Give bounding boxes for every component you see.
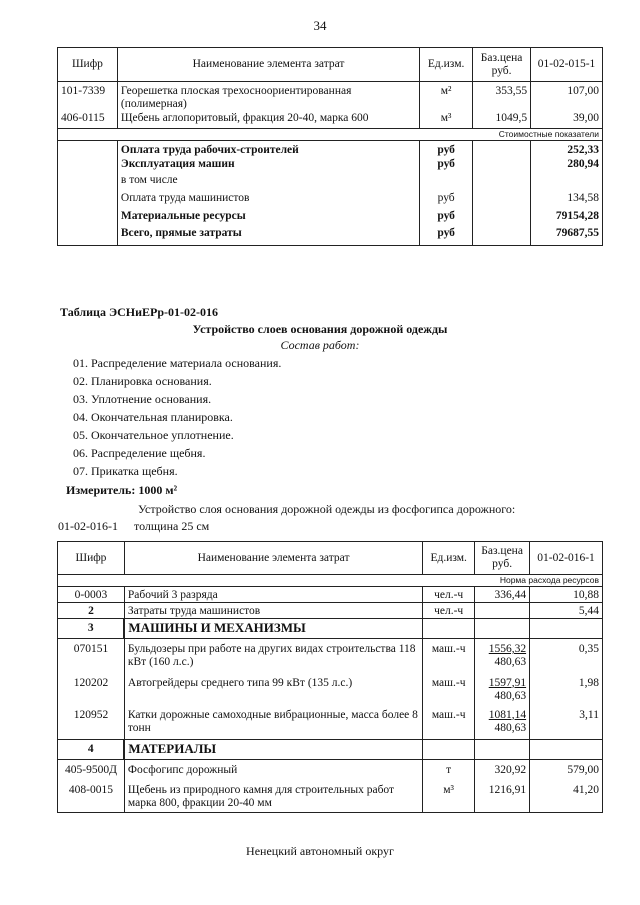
col-unit-header: Ед.изм. bbox=[420, 48, 473, 82]
group-code: 3 bbox=[58, 619, 125, 639]
row-code: 120952 bbox=[58, 705, 125, 740]
group-title: МАТЕРИАЛЫ bbox=[124, 740, 422, 760]
row-value: 41,20 bbox=[530, 780, 603, 813]
footer-region: Ненецкий автономный округ bbox=[246, 844, 394, 858]
row-price: 336,44 bbox=[475, 587, 530, 603]
table-row bbox=[58, 760, 603, 780]
cost-indicators-label: Стоимостные показатели bbox=[58, 129, 603, 141]
page-number: 34 bbox=[313, 18, 327, 33]
row-code: 101-7339 bbox=[58, 82, 118, 112]
cost-unit: руб bbox=[420, 158, 473, 174]
row-value: 10,88 bbox=[530, 587, 603, 603]
row-unit: маш.-ч bbox=[423, 673, 475, 705]
row-price-machinist: 480,63 bbox=[494, 656, 527, 668]
list-item: 04. Окончательная планировка. bbox=[73, 410, 233, 424]
list-item: 07. Прикатка щебня. bbox=[73, 464, 178, 478]
row-price: 320,92 bbox=[475, 760, 530, 780]
item-description: Устройство слоя основания дорожной одежды из фосфогипса дорожного: bbox=[138, 502, 516, 516]
row-price: 1556,32 bbox=[488, 643, 527, 655]
cost-unit: руб bbox=[420, 210, 473, 227]
col-price-header: Баз.цена руб. bbox=[473, 48, 531, 82]
row-code: 406-0115 bbox=[58, 112, 118, 129]
table-row bbox=[58, 112, 603, 129]
row-unit: чел.-ч bbox=[423, 587, 475, 603]
item-code: 01-02-016-1 bbox=[58, 519, 118, 533]
cost-unit: руб bbox=[420, 227, 473, 246]
row-unit: чел.-ч bbox=[423, 603, 475, 619]
table-row bbox=[58, 192, 603, 210]
cost-unit: руб bbox=[420, 141, 473, 158]
col-price-header: Баз.цена руб. bbox=[475, 542, 530, 575]
row-value: 0,35 bbox=[530, 639, 603, 673]
list-item: 02. Планировка основания. bbox=[73, 374, 212, 388]
table-row bbox=[58, 158, 603, 174]
row-price: 1049,5 bbox=[473, 112, 531, 129]
row-name: Катки дорожные самоходные вибрационные, масса более 8 тонн bbox=[124, 705, 422, 740]
row-price: 1597,91 bbox=[488, 676, 527, 689]
cost-name: Оплата труда рабочих-строителей bbox=[117, 141, 419, 158]
measure-unit: Измеритель: 1000 м² bbox=[66, 483, 178, 497]
row-name: Автогрейдеры среднего типа 99 кВт (135 л.с.) bbox=[124, 673, 422, 705]
group-row bbox=[58, 740, 603, 760]
row-unit: т bbox=[423, 760, 475, 780]
cost-name: в том числе bbox=[117, 174, 419, 192]
table-row bbox=[58, 141, 603, 158]
row-unit: м² bbox=[420, 82, 473, 112]
list-item: 03. Уплотнение основания. bbox=[73, 392, 212, 406]
resource-table-01-02-016-1 bbox=[57, 541, 603, 813]
col-name-header: Наименование элемента затрат bbox=[117, 48, 419, 82]
row-name: Рабочий 3 разряда bbox=[124, 587, 422, 603]
cost-table-01-02-015-1 bbox=[57, 47, 603, 246]
cost-unit: руб bbox=[420, 192, 473, 210]
row-price: 1216,91 bbox=[475, 780, 530, 813]
row-price: 353,55 bbox=[473, 82, 531, 112]
table-row bbox=[58, 639, 603, 673]
group-title: МАШИНЫ И МЕХАНИЗМЫ bbox=[124, 619, 422, 639]
table-row bbox=[58, 780, 603, 813]
row-unit: м³ bbox=[423, 780, 475, 813]
row-code: 2 bbox=[58, 603, 125, 619]
table-row bbox=[58, 227, 603, 246]
table-row bbox=[58, 705, 603, 740]
col-code-header: Шифр bbox=[58, 48, 118, 82]
row-price-machinist: 480,63 bbox=[494, 721, 527, 734]
row-name: Щебень аглопоритовый, фракция 20-40, марка 600 bbox=[117, 112, 419, 129]
table-row bbox=[58, 82, 603, 112]
col-code-header: Шифр bbox=[58, 542, 125, 575]
group-row bbox=[58, 619, 603, 639]
row-value: 3,11 bbox=[530, 705, 603, 740]
row-name: Фосфогипс дорожный bbox=[124, 760, 422, 780]
row-name: Георешетка плоская трехосноориентированная (полимерная) bbox=[117, 82, 419, 112]
table-title: Таблица ЭСНиЕРр-01-02-016 bbox=[60, 305, 219, 319]
table-row bbox=[58, 210, 603, 227]
cost-value: 252,33 bbox=[531, 141, 603, 158]
col-unit-header: Ед.изм. bbox=[423, 542, 475, 575]
cost-value: 134,58 bbox=[531, 192, 603, 210]
group-code: 4 bbox=[58, 740, 125, 760]
table-row bbox=[58, 587, 603, 603]
row-name: Щебень из природного камня для строительных работ марка 800, фракции 20-40 мм bbox=[124, 780, 422, 813]
row-value: 1,98 bbox=[530, 673, 603, 705]
table-row bbox=[58, 174, 603, 192]
row-code: 405-9500Д bbox=[58, 760, 125, 780]
col-norm-header: 01-02-016-1 bbox=[530, 542, 603, 575]
cost-name: Всего, прямые затраты bbox=[117, 227, 419, 246]
row-code: 120202 bbox=[58, 673, 125, 705]
row-unit: маш.-ч bbox=[423, 705, 475, 740]
row-code: 408-0015 bbox=[58, 780, 125, 813]
row-unit: маш.-ч bbox=[423, 639, 475, 673]
list-item: 01. Распределение материала основания. bbox=[73, 356, 282, 370]
row-code: 0-0003 bbox=[58, 587, 125, 603]
col-name-header: Наименование элемента затрат bbox=[124, 542, 422, 575]
cost-name: Материальные ресурсы bbox=[117, 210, 419, 227]
row-value: 579,00 bbox=[530, 760, 603, 780]
list-item: 06. Распределение щебня. bbox=[73, 446, 206, 460]
table-row bbox=[58, 673, 603, 705]
norm-label: Норма расхода ресурсов bbox=[58, 575, 603, 587]
row-value: 5,44 bbox=[530, 603, 603, 619]
section-title: Устройство слоев основания дорожной одежды bbox=[192, 322, 448, 336]
row-unit: м³ bbox=[420, 112, 473, 129]
cost-name: Эксплуатация машин bbox=[117, 158, 419, 174]
row-code: 070151 bbox=[58, 639, 125, 673]
cost-value: 79687,55 bbox=[531, 227, 603, 246]
cost-name: Оплата труда машинистов bbox=[117, 192, 419, 210]
col-norm-header: 01-02-015-1 bbox=[531, 48, 603, 82]
row-price-machinist: 480,63 bbox=[494, 689, 527, 702]
row-name: Затраты труда машинистов bbox=[124, 603, 422, 619]
list-item: 05. Окончательное уплотнение. bbox=[73, 428, 234, 442]
row-value: 39,00 bbox=[531, 112, 603, 129]
cost-value: 280,94 bbox=[531, 158, 603, 174]
section-subtitle: Состав работ: bbox=[280, 338, 360, 352]
row-name: Бульдозеры при работе на других видах строительства 118 кВт (160 л.с.) bbox=[124, 639, 422, 673]
item-thickness: толщина 25 см bbox=[134, 519, 210, 533]
cost-value: 79154,28 bbox=[531, 210, 603, 227]
row-value: 107,00 bbox=[531, 82, 603, 112]
row-price: 1081,14 bbox=[488, 708, 527, 721]
table-row bbox=[58, 603, 603, 619]
